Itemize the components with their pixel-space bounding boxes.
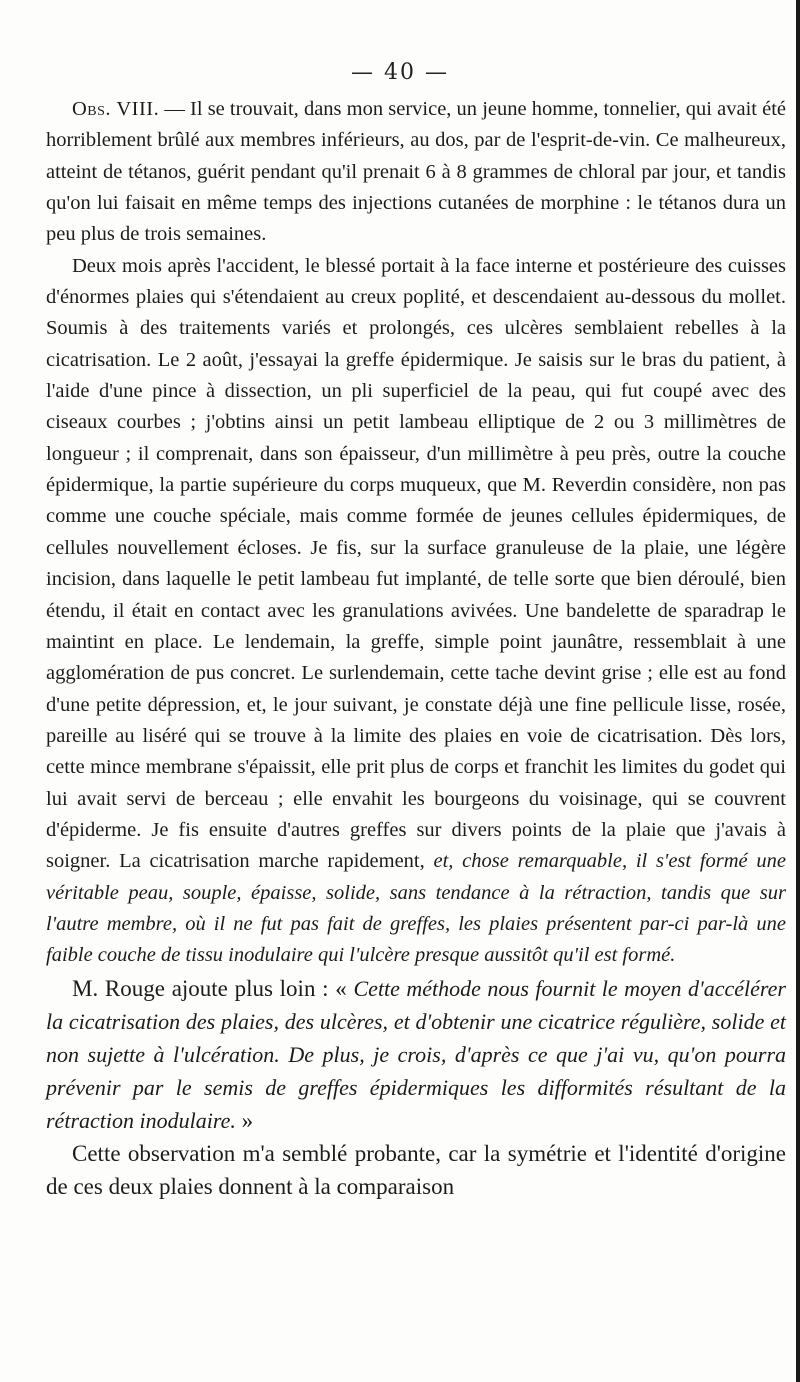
observation-paragraph	[46, 94, 786, 251]
treatment-result-italic: et, chose remarquable, il s'est formé une véritable peau, souple, épaisse, solide, sans tendance à la rétraction, tandis que sur l'autre membre, où il ne fut pas fait de greffes, les plaies présentent par-ci par-là une faible couche de tissu inodulaire qui l'ulcère presque aussitôt qu'il est formé.	[46, 850, 786, 967]
quote-close: »	[235, 1107, 254, 1133]
page-number: — 40 —	[351, 60, 449, 85]
quote-intro: M. Rouge ajoute plus loin : «	[72, 975, 354, 1001]
quote-paragraph	[46, 972, 786, 1137]
conclusion-paragraph: Cette observation m'a semblé probante, car la symétrie et l'identité d'origine de ces deux plaies donnent à la comparaison	[46, 1140, 786, 1199]
treatment-paragraph	[46, 251, 786, 972]
treatment-text: Deux mois après l'accident, le blessé portait à la face interne et postérieure des cuisses d'énormes plaies qui s'étendaient au creux poplité, et descendaient au-dessous du mollet. Soumis à des traitements variés et prolongés, ces ulcères semblaient rebelles à la cicatrisation. Le 2 août, j'essayai la greffe épidermique. Je saisis sur le bras du patient, à l'aide d'une pince à dissection, un pli superficiel de la peau, qui fut coupé avec des ciseaux courbes ; j'obtins ainsi un petit lambeau elliptique de 2 ou 3 millimètres de longueur ; il comprenait, dans son épaisseur, d'un millimètre à peu près, outre la couche épidermique, la partie supérieure du corps muqueux, que M. Reverdin considère, non pas comme une couche spéciale, mais comme formée de jeunes cellules épidermiques, de cellules nouvellement écloses. Je fis, sur la surface granuleuse de la plaie, une légère incision, dans laquelle le petit lambeau fut implanté, de telle sorte que bien déroulé, bien étendu, il était en contact avec les granulations avivées. Une bandelette de sparadrap le maintint en place. Le lendemain, la greffe, simple point jaunâtre, ressemblait à une agglomération de pus concret. Le surlendemain, cette tache devint grise ; elle est au fond d'une petite dépression, et, le jour suivant, je constate déjà une fine pellicule lisse, rosée, pareille au liséré qui se trouve à la limite des plaies en voie de cicatrisation. Dès lors, cette mince membrane s'épaissit, elle prit plus de corps et franchit les limites du godet qui lui avait servi de berceau ; elle envahit les bourgeons du voisinage, qui se couvrent d'épiderme. Je fis ensuite d'autres greffes sur divers points de la plaie que j'avais à soigner. La cicatrisation marche rapidement,	[46, 254, 786, 873]
page-edge-shadow	[796, 0, 800, 1382]
observation-label: Obs. VIII.	[72, 98, 160, 120]
quote-italic: Cette méthode nous fournit le moyen d'accélérer la cicatrisation des plaies, des ulcères, et d'obtenir une cicatrice régulière, solide et non sujette à l'ulcération. De plus, je crois, d'après ce que j'ai vu, qu'on pourra prévenir par le semis de greffes épidermiques les difformités résultant de la rétraction inodulaire.	[46, 975, 786, 1133]
observation-text: — Il se trouvait, dans mon service, un jeune homme, tonnelier, qui avait été horriblement brûlé aux membres inférieurs, au dos, par de l'esprit-de-vin. Ce malheureux, atteint de tétanos, guérit pendant qu'il prenait 6 à 8 grammes de chloral par jour, et tandis qu'on lui faisait en même temps des injections cutanées de morphine : le tétanos dura un peu plus de trois semaines.	[46, 98, 787, 246]
page-body	[46, 94, 786, 1203]
